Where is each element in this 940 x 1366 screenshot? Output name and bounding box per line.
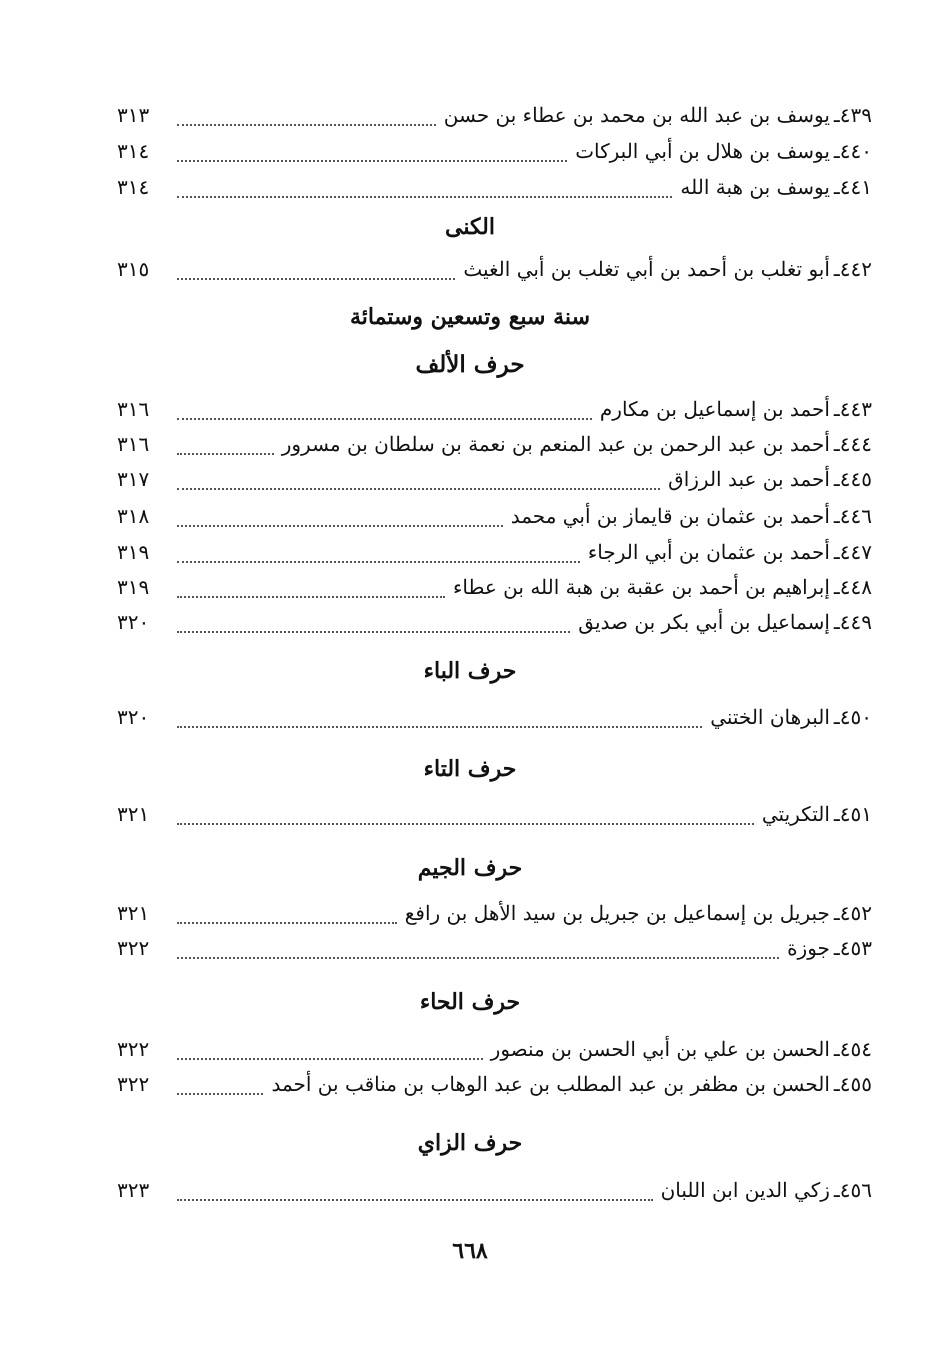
entry-page: ٣١٤ (117, 175, 150, 199)
leader-dots (177, 803, 754, 825)
entry-name: يوسف بن هلال بن أبي البركات (575, 139, 830, 163)
entry-separator: ـ (833, 1072, 840, 1096)
leader-dots (177, 176, 672, 198)
entry-number: ٤٥٦ (839, 1178, 872, 1202)
entry-page: ٣٢١ (117, 802, 150, 826)
entry-page: ٣١٩ (117, 540, 150, 564)
leader-dots (177, 468, 660, 490)
leader-dots (177, 706, 702, 728)
index-entry (117, 535, 872, 569)
section-heading-ba: حرف الباء (423, 658, 517, 684)
index-entry (117, 605, 872, 639)
index-entry (117, 252, 872, 286)
entry-number: ٤٥٣ (839, 936, 872, 960)
leader-dots (177, 1038, 483, 1060)
leader-dots (177, 576, 445, 598)
entry-page: ٣٢١ (117, 901, 150, 925)
entry-separator: ـ (833, 432, 840, 456)
entry-number: ٤٤٨ (839, 575, 872, 599)
leader-dots (177, 433, 274, 455)
leader-dots (177, 258, 455, 280)
entry-number: ٤٤٩ (839, 610, 872, 634)
leader-dots (177, 140, 567, 162)
index-entry (117, 170, 872, 204)
entry-name: أبو تغلب بن أحمد بن أبي تغلب بن أبي الغيث (463, 257, 830, 281)
entry-separator: ـ (833, 936, 840, 960)
entry-name: زكي الدين ابن اللبان (660, 1178, 830, 1202)
entry-page: ٣٢٢ (117, 936, 150, 960)
leader-dots (177, 541, 580, 563)
entry-page: ٣٢٠ (117, 610, 150, 634)
entry-number: ٤٥٥ (839, 1072, 872, 1096)
entry-number: ٤٥٠ (839, 705, 872, 729)
index-entry (117, 462, 872, 496)
index-entry (117, 1067, 872, 1101)
entry-page: ٣١٦ (117, 397, 150, 421)
section-heading-ha: حرف الحاء (419, 989, 521, 1015)
index-entry (117, 134, 872, 168)
entry-number: ٤٥٢ (839, 901, 872, 925)
entry-separator: ـ (833, 257, 840, 281)
entry-number: ٤٤٥ (839, 467, 872, 491)
entry-name: جبريل بن إسماعيل بن جبريل بن سيد الأهل بن رافع (404, 901, 830, 925)
entry-name: البرهان الختني (710, 705, 830, 729)
entry-page: ٣١٣ (117, 103, 150, 127)
leader-dots (177, 1073, 263, 1095)
leader-dots (177, 505, 503, 527)
index-entry (117, 98, 872, 132)
entry-number: ٤٤٤ (839, 432, 872, 456)
entry-name: الحسن بن مظفر بن عبد المطلب بن عبد الوهاب بن مناقب بن أحمد (271, 1072, 830, 1096)
entry-name: أحمد بن إسماعيل بن مكارم (599, 397, 830, 421)
section-heading-alif: حرف الألف (415, 351, 525, 378)
entry-separator: ـ (833, 610, 840, 634)
index-entry (117, 570, 872, 604)
leader-dots (177, 611, 570, 633)
index-entry (117, 1173, 872, 1207)
entry-separator: ـ (833, 504, 840, 528)
index-entry (117, 427, 872, 461)
page-number: ٦٦٨ (452, 1238, 488, 1264)
entry-number: ٤٤١ (839, 175, 872, 199)
entry-name: أحمد بن عثمان بن قايماز بن أبي محمد (510, 504, 830, 528)
entry-separator: ـ (833, 575, 840, 599)
entry-number: ٤٤٣ (839, 397, 872, 421)
section-heading-kuna: الكنى (445, 214, 495, 240)
section-heading-jim: حرف الجيم (417, 855, 523, 881)
entry-number: ٤٤٧ (839, 540, 872, 564)
entry-page: ٣١٨ (117, 504, 150, 528)
entry-separator: ـ (833, 175, 840, 199)
leader-dots (177, 1179, 653, 1201)
entry-number: ٤٥١ (839, 802, 872, 826)
leader-dots (177, 398, 592, 420)
entry-separator: ـ (833, 1037, 840, 1061)
entry-name: إبراهيم بن أحمد بن عقبة بن هبة الله بن عطاء (452, 575, 830, 599)
entry-number: ٤٤٦ (839, 504, 872, 528)
entry-number: ٤٥٤ (839, 1037, 872, 1061)
entry-separator: ـ (833, 103, 840, 127)
leader-dots (177, 902, 397, 924)
entry-page: ٣١٥ (117, 257, 150, 281)
entry-separator: ـ (833, 397, 840, 421)
index-entry (117, 1032, 872, 1066)
entry-name: التكريتي (761, 802, 830, 826)
entry-number: ٤٤٢ (839, 257, 872, 281)
leader-dots (177, 937, 779, 959)
entry-page: ٣٢٠ (117, 705, 150, 729)
entry-page: ٣٢٣ (117, 1178, 150, 1202)
entry-number: ٤٤٠ (839, 139, 872, 163)
entry-separator: ـ (833, 467, 840, 491)
entry-name: يوسف بن هبة الله (680, 175, 830, 199)
entry-page: ٣١٦ (117, 432, 150, 456)
entry-name: أحمد بن عبد الرزاق (668, 467, 830, 491)
entry-name: جوزة (787, 936, 830, 960)
entry-page: ٣١٤ (117, 139, 150, 163)
entry-name: الحسن بن علي بن أبي الحسن بن منصور (490, 1037, 830, 1061)
entry-separator: ـ (833, 802, 840, 826)
entry-page: ٣٢٢ (117, 1037, 150, 1061)
index-entry (117, 797, 872, 831)
section-heading-zay: حرف الزاي (417, 1130, 523, 1156)
index-entry (117, 392, 872, 426)
entry-name: أحمد بن عبد الرحمن بن عبد المنعم بن نعمة بن سلطان بن مسرور (281, 432, 830, 456)
entry-page: ٣١٩ (117, 575, 150, 599)
index-entry (117, 896, 872, 930)
index-entry (117, 700, 872, 734)
section-heading-ta: حرف التاء (423, 756, 517, 782)
entry-separator: ـ (833, 1178, 840, 1202)
year-heading: سنة سبع وتسعين وستمائة (349, 304, 591, 330)
entry-name: إسماعيل بن أبي بكر بن صديق (578, 610, 830, 634)
entry-separator: ـ (833, 540, 840, 564)
entry-page: ٣٢٢ (117, 1072, 150, 1096)
index-entry (117, 499, 872, 533)
entry-number: ٤٣٩ (839, 103, 872, 127)
leader-dots (177, 104, 436, 126)
entry-name: يوسف بن عبد الله بن محمد بن عطاء بن حسن (443, 103, 830, 127)
entry-name: أحمد بن عثمان بن أبي الرجاء (587, 540, 830, 564)
entry-separator: ـ (833, 139, 840, 163)
entry-separator: ـ (833, 901, 840, 925)
index-entry (117, 931, 872, 965)
entry-page: ٣١٧ (117, 467, 150, 491)
entry-separator: ـ (833, 705, 840, 729)
